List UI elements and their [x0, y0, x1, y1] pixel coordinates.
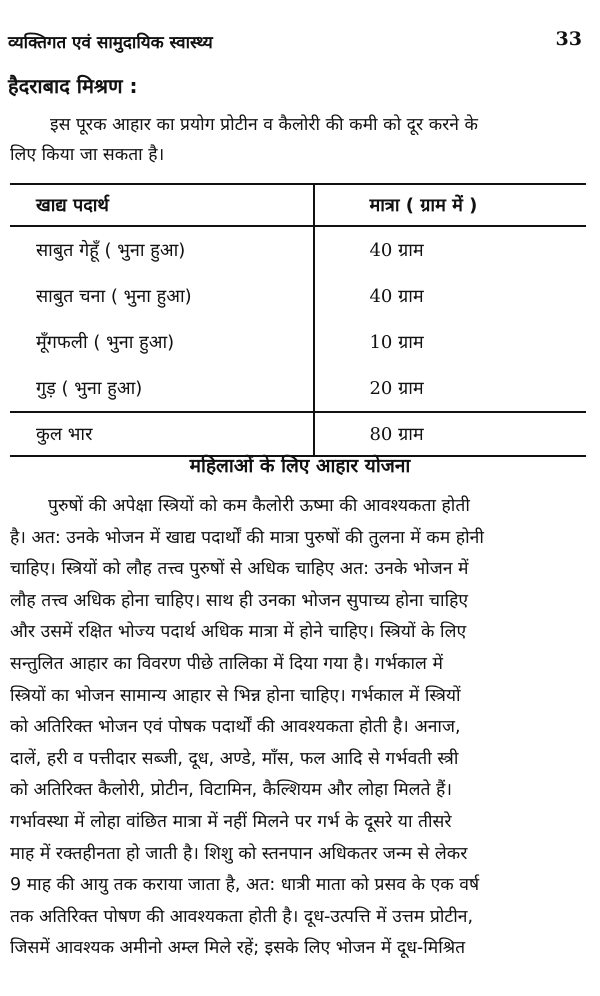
- body-line: दालें, हरी व पत्तीदार सब्जी, दूध, अण्डे, माँस, फल आदि से गर्भवती स्त्री: [10, 748, 459, 769]
- subheading: महिलाओं के लिए आहार योजना: [189, 455, 411, 477]
- body-paragraph: [10, 491, 588, 965]
- table-row: [10, 365, 586, 412]
- total-quantity-cell: [314, 412, 586, 456]
- quantity-cell: [314, 365, 586, 412]
- food-item-cell: साबुत गेहूँ ( भुना हुआ): [36, 240, 186, 261]
- body-line: को अतिरिक्त भोजन एवं पोषक पदार्थों की आवश्यकता होती है। अनाज,: [10, 717, 461, 738]
- running-head: व्यक्तिगत एवं सामुदायिक स्वास्थ्य: [8, 33, 213, 53]
- body-line: को अतिरिक्त कैलोरी, प्रोटीन, विटामिन, कैल्शियम और लोहा मिलते हैं।: [10, 780, 452, 801]
- body-line: सन्तुलित आहार का विवरण पीछे तालिका में दिया गया है। गर्भकाल में: [10, 653, 443, 674]
- intro-line: इस पूरक आहार का प्रयोग प्रोटीन व कैलोरी की कमी को दूर करने के: [50, 115, 479, 135]
- body-line: 9 माह की आयु तक कराया जाता है, अत: धात्री माता को प्रसव के एक वर्ष: [10, 875, 480, 896]
- quantity-value: 10: [369, 332, 393, 353]
- intro-paragraph: [10, 110, 588, 170]
- food-item-cell: साबुत चना ( भुना हुआ): [36, 286, 192, 307]
- quantity-cell: [314, 273, 586, 319]
- column-header-quantity: मात्रा ( ग्राम में ): [314, 184, 586, 226]
- table-row: [10, 319, 586, 365]
- body-line: जिसमें आवश्यक अमीनो अम्ल मिले रहें; इसके लिए भोजन में दूध-मिश्रित: [10, 938, 466, 959]
- body-line: तक अतिरिक्त पोषण की आवश्यकता होती है। दूध-उत्पत्ति में उत्तम प्रोटीन,: [10, 906, 474, 927]
- intro-line: लिए किया जा सकता है।: [10, 145, 165, 165]
- page-number: 33: [555, 28, 582, 50]
- table-row: [10, 273, 586, 319]
- table-total-row: [10, 412, 586, 456]
- body-line: है। अत: उनके भोजन में खाद्य पदार्थों की मात्रा पुरुषों की तुलना में कम होनी: [10, 527, 484, 548]
- quantity-value: 20: [369, 378, 393, 399]
- quantity-unit: ग्राम: [398, 332, 424, 353]
- table-header-row: [10, 184, 586, 226]
- table-row: [10, 226, 586, 273]
- quantity-unit: ग्राम: [398, 286, 424, 307]
- total-quantity-value: 80: [369, 424, 393, 445]
- quantity-unit: ग्राम: [398, 378, 424, 399]
- body-line: पुरुषों की अपेक्षा स्त्रियों को कम कैलोरी ऊष्मा की आवश्यकता होती: [48, 496, 470, 516]
- body-line: माह में रक्तहीनता हो जाती है। शिशु को स्तनपान अधिकतर जन्म से लेकर: [10, 843, 468, 864]
- total-label-cell: कुल भार: [10, 412, 314, 456]
- quantity-cell: [314, 319, 586, 365]
- quantity-value: 40: [369, 286, 393, 307]
- quantity-value: 40: [369, 240, 393, 261]
- food-item-cell: गुड़ ( भुना हुआ): [36, 378, 143, 399]
- body-line: लौह तत्त्व अधिक होना चाहिए। साथ ही उनका भोजन सुपाच्य होना चाहिए: [10, 590, 469, 611]
- body-line: स्त्रियों का भोजन सामान्य आहार से भिन्न होना चाहिए। गर्भकाल में स्त्रियों: [10, 685, 461, 706]
- quantity-unit: ग्राम: [398, 240, 424, 261]
- body-line: गर्भावस्था में लोहा वांछित मात्रा में नहीं मिलने पर गर्भ के दूसरे या तीसरे: [10, 811, 452, 832]
- body-line: चाहिए। स्त्रियों को लौह तत्त्व पुरुषों से अधिक चाहिए अत: उनके भोजन में: [10, 559, 469, 580]
- food-item-cell: मूँगफली ( भुना हुआ): [36, 332, 175, 353]
- section-heading: हैदराबाद मिश्रण :: [8, 74, 138, 98]
- total-quantity-unit: ग्राम: [398, 424, 424, 445]
- hyderabad-mix-table: [10, 183, 586, 457]
- body-line: और उसमें रक्षित भोज्य पदार्थ अधिक मात्रा में होने चाहिए। स्त्रियों के लिए: [10, 622, 467, 643]
- column-header-food: खाद्य पदार्थ: [10, 184, 314, 226]
- quantity-cell: [314, 226, 586, 273]
